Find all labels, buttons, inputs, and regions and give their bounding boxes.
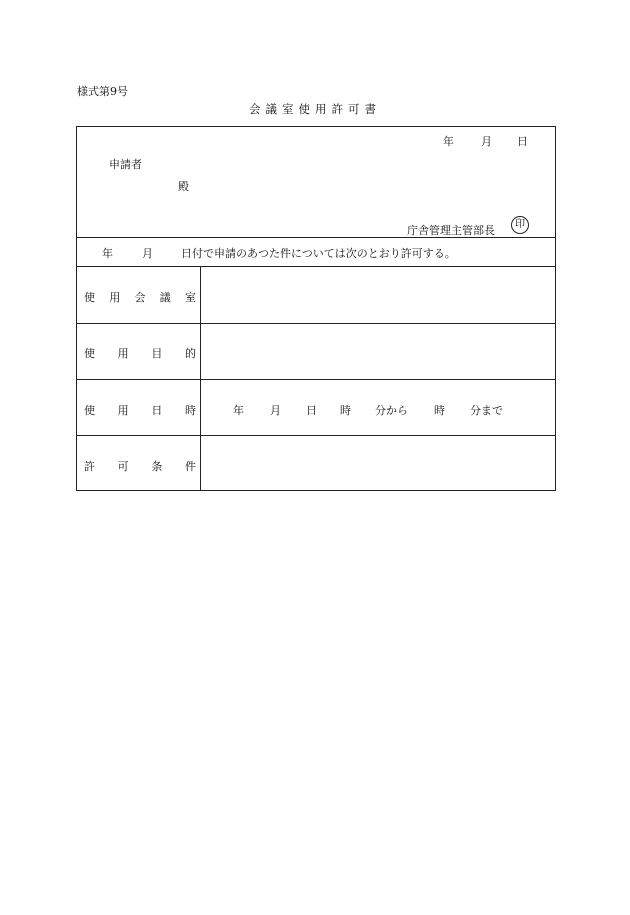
usage-datetime-value[interactable] <box>203 402 553 416</box>
seal-mark: 印 <box>511 216 529 234</box>
row-label-datetime <box>84 402 196 418</box>
divider-row-2 <box>77 379 555 380</box>
label-char: 条 <box>151 460 163 473</box>
label-char: 目 <box>151 347 163 360</box>
intro-year-label: 年 <box>102 247 113 260</box>
intro-month-label: 月 <box>142 247 153 260</box>
form-number: 様式第9号 <box>77 85 128 98</box>
honorific-label: 殿 <box>178 180 189 193</box>
label-char: 可 <box>117 460 129 473</box>
issue-date-day-label: 日 <box>517 135 528 148</box>
label-char: 用 <box>109 291 121 304</box>
usage-year-label: 年 <box>233 404 244 417</box>
label-char: 時 <box>184 404 196 417</box>
label-char: 用 <box>117 347 129 360</box>
usage-start-hour-label: 時 <box>340 404 351 417</box>
permit-form-table <box>76 126 556 491</box>
label-char: 使 <box>84 404 95 417</box>
divider-row-1 <box>77 323 555 324</box>
label-char: 使 <box>84 291 95 304</box>
usage-end-hour-label: 時 <box>434 404 445 417</box>
row-label-meeting-room <box>84 289 196 305</box>
issue-date-year-label: 年 <box>443 135 454 148</box>
meeting-room-value[interactable] <box>203 270 553 320</box>
applicant-label: 申請者 <box>109 158 142 171</box>
usage-day-label: 日 <box>306 404 317 417</box>
label-char: 使 <box>84 347 95 360</box>
issue-date-month-label: 月 <box>481 135 492 148</box>
label-char: 用 <box>117 404 129 417</box>
label-char: 会 <box>134 291 146 304</box>
row-label-purpose <box>84 345 196 361</box>
label-char: 室 <box>185 291 196 304</box>
usage-month-label: 月 <box>270 404 281 417</box>
column-divider <box>200 266 201 491</box>
usage-end-minute-label: 分まで <box>470 404 503 417</box>
intro-text: 日付で申請のあつた件については次のとおり許可する。 <box>181 247 456 260</box>
purpose-value[interactable] <box>203 326 553 376</box>
label-char: 許 <box>84 460 95 473</box>
label-char: 議 <box>159 291 171 304</box>
issuer-title: 庁舎管理主管部長 <box>407 224 495 237</box>
divider-row-3 <box>77 435 555 436</box>
divider-intro <box>77 266 555 267</box>
conditions-value[interactable] <box>203 439 553 489</box>
usage-start-minute-label: 分から <box>375 404 408 417</box>
document-title: 会議室使用許可書 <box>249 102 381 116</box>
label-char: 日 <box>151 404 163 417</box>
row-label-conditions <box>84 458 196 474</box>
label-char: 件 <box>184 460 196 473</box>
label-char: 的 <box>184 347 196 360</box>
